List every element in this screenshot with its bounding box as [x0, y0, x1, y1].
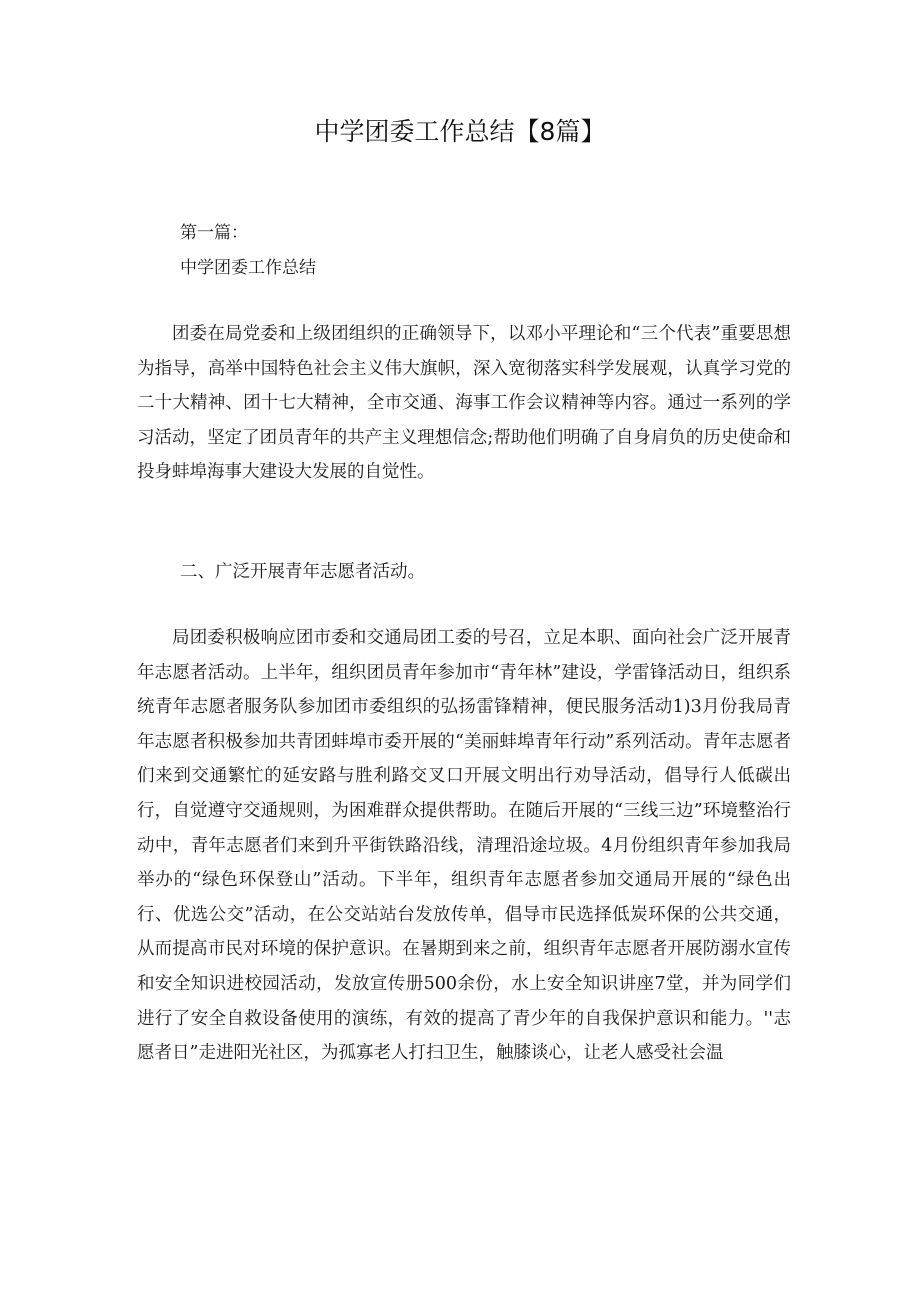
- part-title: 中学团委工作总结: [180, 258, 316, 278]
- part-label: 第一篇：: [180, 223, 248, 243]
- paragraph-volunteer: 局团委积极响应团市委和交通局团工委的号召，立足本职、面向社会广泛开展青年志愿者活动。上半年，组织团员青年参加市“青年林”建设，学雷锋活动日，组织系统青年志愿者服务队参加团市委组织的弘扬雷锋精神，便民服务活动1)3月份我局青年志愿者积极参加共青团蚌埠市委开展的“美丽蚌埠青年行动”系列活动。青年志愿者们来到交通繁忙的延安路与胜利路交叉口开展文明出行劝导活动，倡导行人低碳出行，自觉遵守交通规则，为困难群众提供帮助。在随后开展的“三线三边”环境整治行动中，青年志愿者们来到升平街铁路沿线，清理沿途垃圾。4月份组织青年参加我局举办的“绿色环保登山”活动。下半年，组织青年志愿者参加交通局开展的“绿色出行、优选公交”活动，在公交站站台发放传单，倡导市民选择低炭环保的公共交通，从而提高市民对环境的保护意识。在暑期到来之前，组织青年志愿者开展防溺水宣传和安全知识进校园活动，发放宣传册500余份，水上安全知识讲座7堂，并为同学们进行了安全自救设备使用的演练，有效的提高了青少年的自我保护意识和能力。''志愿者日”走进阳光社区，为孤寡老人打扫卫生，触膝谈心，让老人感受社会温: [137, 628, 791, 1064]
- document-title: 中学团委工作总结【8篇】: [314, 117, 606, 146]
- section-heading-volunteer: 二、广泛开展青年志愿者活动。: [180, 562, 425, 582]
- paragraph-study: 团委在局党委和上级团组织的正确领导下，以邓小平理论和“三个代表”重要思想为指导，高举中国特色社会主义伟大旗帜，深入宽彻落实科学发展观，认真学习党的二十大精神、团十七大精神，全市交通、海事工作会议精神等内容。通过一系列的学习活动，坚定了团员青年的共产主义理想信念;帮助他们明确了自身肩负的历史使命和投身蚌埠海事大建设大发展的自觉性。: [137, 324, 791, 483]
